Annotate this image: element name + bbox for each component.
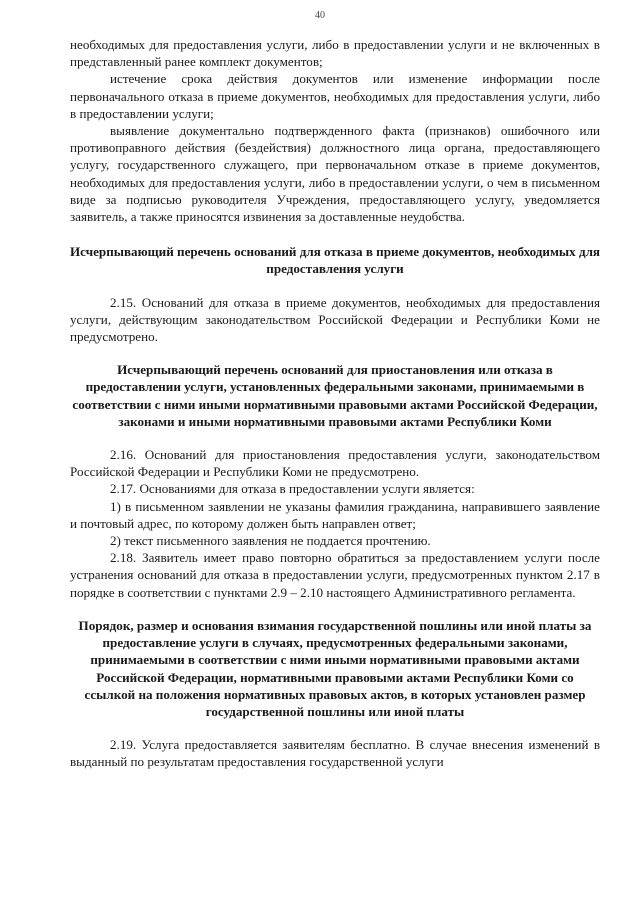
clause-2-15: 2.15. Оснований для отказа в приеме документов, необходимых для предоставления услуги, действующим законодательством Российской Федерации и Республики Коми не предусмотрено.	[70, 294, 600, 345]
clause-2-16: 2.16. Оснований для приостановления предоставления услуги, законодательством Российской Федерации и Республики Коми не предусмотрено.	[70, 447, 600, 480]
page-body	[70, 36, 600, 771]
clause-2-17-item-2: 2) текст письменного заявления не поддается прочтению.	[110, 533, 431, 549]
clause-2-17: 2.17. Основаниями для отказа в предоставлении услуги является:	[110, 481, 475, 497]
section-heading: Исчерпывающий перечень оснований для приостановления или отказа в предоставлении услуги, установленных федеральными законами, принимаемыми в соответствии с ними иными нормативными правовыми актами Российской Федерации, законами и иными нормативными правовыми актами Республики Коми	[72, 362, 598, 429]
section-heading: Исчерпывающий перечень оснований для отказа в приеме документов, необходимых для предоставления услуги	[70, 244, 600, 277]
paragraph-continuation: необходимых для предоставления услуги, либо в предоставлении услуги и не включенных в представленный ранее комплект документов;	[70, 37, 600, 70]
paragraph-item: истечение срока действия документов или изменение информации после первоначального отказа в приеме документов, необходимых для предоставления услуги, либо в предоставлении услуги;	[70, 71, 600, 121]
clause-2-17-item-1: 1) в письменном заявлении не указаны фамилия гражданина, направившего заявление и почтовый адрес, по которому должен быть направлен ответ;	[70, 498, 600, 531]
page-number: 40	[315, 10, 325, 21]
clause-2-19: 2.19. Услуга предоставляется заявителям бесплатно. В случае внесения изменений в выданный по результатам предоставления государственной услуги	[70, 737, 600, 770]
section-heading: Порядок, размер и основания взимания государственной пошлины или иной платы за предоставление услуги в случаях, предусмотренных федеральными законами, принимаемыми в соответствии с ними иными нормативными правовыми актами Российской Федерации, нормативными правовыми актами Республики Коми со ссылкой на положения нормативных правовых актов, в которых установлен размер государственной пошлины или иной платы	[78, 617, 592, 719]
paragraph-item: выявление документально подтвержденного факта (признаков) ошибочного или противоправного действия (бездействия) должностного лица органа, предоставляющего услугу, государственного служащего, при первоначальном отказе в приеме документов, необходимых для предоставления услуги, либо в предоставлении услуги, о чем в письменном виде за подписью руководителя Учреждения, предоставляющего услугу, уведомляется заявитель, а также приносятся извинения за доставленные неудобства.	[70, 123, 600, 225]
clause-2-18: 2.18. Заявитель имеет право повторно обратиться за предоставлением услуги после устранения оснований для отказа в предоставлении услуги, предусмотренных пунктом 2.17 в порядке в соответствии с пунктами 2.9 – 2.10 настоящего Административного регламента.	[70, 550, 600, 600]
